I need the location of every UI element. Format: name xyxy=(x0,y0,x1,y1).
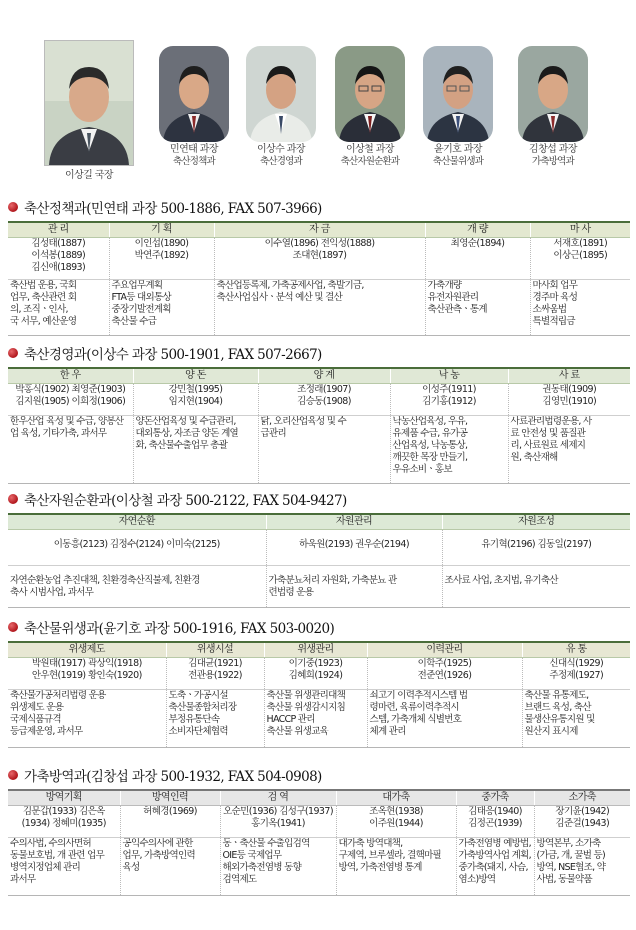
duties-cell xyxy=(425,280,530,336)
duty-line: 산업육성, 낙농통상, xyxy=(392,440,468,451)
column-header: 기 획 xyxy=(109,222,214,238)
duty-line: 업무, 축산관련 회 xyxy=(10,292,77,303)
staff-entry: 신대식(1929) xyxy=(549,658,604,669)
duty-line: 방역, NSE협조, 약 xyxy=(536,862,606,873)
staff-row xyxy=(8,806,630,838)
duty-line: 축산물 위생교육 xyxy=(266,726,329,737)
duty-line: 물생산유통지원 및 xyxy=(524,714,595,725)
column-header: 관 리 xyxy=(8,222,109,238)
column-header: 위생제도 xyxy=(8,642,166,658)
duties-cell xyxy=(8,838,120,896)
duties-cell xyxy=(456,838,534,896)
section-livestock-policy xyxy=(8,198,630,336)
person-photo-icon xyxy=(518,46,588,142)
chief-photo xyxy=(335,46,405,142)
column-header: 양 계 xyxy=(258,368,390,384)
duty-line: 부정유통단속 xyxy=(168,714,220,725)
section-title: 축산정책과(민연태 과장 500-1886, FAX 507-3966) xyxy=(24,201,322,217)
staff-cell xyxy=(166,658,264,690)
portrait-chief-4 xyxy=(422,46,494,168)
staff-entry: 김신애(1893) xyxy=(31,262,86,273)
column-header: 위생시설 xyxy=(166,642,264,658)
duty-line: 급관리 xyxy=(260,428,286,439)
duty-line: 공익수의사에 관한 xyxy=(122,838,193,849)
staff-entry: 조정래(1907) xyxy=(297,384,351,395)
staff-cell xyxy=(109,238,214,280)
person-photo-icon xyxy=(423,46,493,142)
duty-line: 유전자원관리 xyxy=(427,292,479,303)
column-header: 자연순환 xyxy=(8,514,266,530)
duty-line: 화, 축산물수출업무 총괄 xyxy=(135,440,228,451)
duties-cell xyxy=(8,690,166,748)
section-title: 축산경영과(이상수 과장 500-1901, FAX 507-2667) xyxy=(24,347,322,363)
section-resource-recycling xyxy=(8,490,630,608)
duty-line: 염소)방역 xyxy=(458,874,496,885)
staff-entry: 주정제(1927) xyxy=(549,670,604,681)
duty-line: OIE등 국제업무 xyxy=(222,850,282,861)
section-table xyxy=(8,367,630,484)
column-header: 검 역 xyxy=(220,790,336,806)
duty-line: 경주마 육성 xyxy=(532,292,578,303)
staff-entry: 김대균(1921) xyxy=(188,658,242,669)
person-photo-icon xyxy=(159,46,229,142)
column-header: 양 돈 xyxy=(133,368,258,384)
staff-entry: (1934) 정혜미(1935) xyxy=(21,818,106,829)
duty-line: 업 육성, 기타가축, 과서무 xyxy=(10,428,107,439)
staff-cell xyxy=(258,384,390,416)
duty-line: 리, 사료원료 세제지 xyxy=(510,440,586,451)
duty-line: 축산물 위생감시지침 xyxy=(266,702,346,713)
duty-line: 사료관리법령운용, 사 xyxy=(510,416,592,427)
duty-line: 유제품 수급, 유가공 xyxy=(392,428,468,439)
chief-photo xyxy=(518,46,588,142)
duty-line: 양돈산업육성 및 수급관리, xyxy=(135,416,236,427)
duty-line: 중가축(돼지, 사슴, xyxy=(458,862,528,873)
duties-cell xyxy=(390,416,508,484)
duty-line: 축산업등록제, 가축공제사업, 축발기금, xyxy=(216,280,364,291)
duty-line: 마사회 업무 xyxy=(532,280,578,291)
director-caption: 이상길 국장 xyxy=(65,170,113,181)
duty-line: 닭, 오리산업육성 및 수 xyxy=(260,416,347,427)
staff-entry: 전준연(1926) xyxy=(417,670,472,681)
staff-entry: 이주원(1944) xyxy=(369,818,423,829)
chief-division: 축산자원순환과 xyxy=(340,156,400,167)
duties-cell xyxy=(166,690,264,748)
duty-line: 동ㆍ축산물 수출입검역 xyxy=(222,838,310,849)
header-row xyxy=(8,368,630,384)
column-header: 낙 농 xyxy=(390,368,508,384)
staff-cell xyxy=(442,530,630,566)
portrait-row xyxy=(0,0,636,190)
duty-line: 소싸움법 xyxy=(532,304,567,315)
staff-cell xyxy=(120,806,220,838)
duty-line: 축산물 수급 xyxy=(111,316,157,327)
duties-row xyxy=(8,280,630,336)
staff-row xyxy=(8,530,630,566)
staff-entry: 최영순(1894) xyxy=(450,238,505,249)
staff-entry: 장기윤(1942) xyxy=(555,806,610,817)
duty-line: 스템, 가축개체 식별번호 xyxy=(369,714,462,725)
section-table xyxy=(8,513,630,608)
staff-cell xyxy=(336,806,456,838)
staff-entry: 권동태(1909) xyxy=(542,384,597,395)
duties-row xyxy=(8,566,630,608)
duty-line: 련법령 운용 xyxy=(268,587,314,598)
staff-row xyxy=(8,238,630,280)
duty-line: 방역본부, 소가축 xyxy=(536,838,601,849)
duties-cell xyxy=(258,416,390,484)
director-photo xyxy=(44,40,134,166)
duties-cell xyxy=(336,838,456,896)
staff-entry: 이동흥(2123) 김정수(2124) 이미숙(2125) xyxy=(53,539,220,550)
column-header: 중가축 xyxy=(456,790,534,806)
duties-cell xyxy=(133,416,258,484)
duty-line: 가축개량 xyxy=(427,280,462,291)
red-bullet-icon xyxy=(8,770,18,780)
duty-line: 축산법 운용, 국회 xyxy=(10,280,77,291)
portrait-chief-3 xyxy=(334,46,406,168)
person-photo-icon xyxy=(335,46,405,142)
staff-cell xyxy=(214,238,425,280)
duty-line: 도축ㆍ가공시설 xyxy=(168,690,228,701)
duty-line: 령마련, 육류이력추적시 xyxy=(369,702,459,713)
staff-entry: 서재호(1891) xyxy=(553,238,608,249)
column-header: 자원조성 xyxy=(442,514,630,530)
section-title: 가축방역과(김창섭 과장 500-1932, FAX 504-0908) xyxy=(24,769,322,785)
staff-row xyxy=(8,384,630,416)
duty-line: 브랜드 육성, 축산 xyxy=(524,702,591,713)
chief-photo xyxy=(423,46,493,142)
portrait-chief-1 xyxy=(158,46,230,168)
column-header: 방역인력 xyxy=(120,790,220,806)
staff-entry: 김태응(1940) xyxy=(468,806,522,817)
staff-entry: 김혜희(1924) xyxy=(288,670,343,681)
red-bullet-icon xyxy=(8,202,18,212)
duty-line: 깨끗한 목장 만들기, xyxy=(392,452,468,463)
staff-entry: 이기중(1923) xyxy=(288,658,343,669)
column-header: 한 우 xyxy=(8,368,133,384)
staff-cell xyxy=(133,384,258,416)
duties-row xyxy=(8,416,630,484)
chief-name: 이상수 과장 xyxy=(257,144,305,155)
column-header: 사 료 xyxy=(508,368,630,384)
duty-line: 대외통상, 자조금 양돈 계열 xyxy=(135,428,239,439)
column-header: 방역기획 xyxy=(8,790,120,806)
duty-line: 중장기발전계획 xyxy=(111,304,171,315)
staff-entry: 김정곤(1939) xyxy=(468,818,522,829)
staff-entry: 강민철(1995) xyxy=(168,384,223,395)
duty-line: 한우산업 육성 및 수급, 양봉산 xyxy=(10,416,124,427)
chief-name: 김창섭 과장 xyxy=(529,144,577,155)
column-header: 자원관리 xyxy=(266,514,442,530)
duty-line: 수의사법, 수의사면허 xyxy=(10,838,91,849)
duty-line: 자연순환농업 추진대책, 친환경축산직불제, 친환경 xyxy=(10,575,200,586)
duty-line: 병역지정업체 관리 xyxy=(10,862,81,873)
section-title: 축산자원순환과(이상철 과장 500-2122, FAX 504-9427) xyxy=(24,493,347,509)
person-photo-icon xyxy=(45,41,133,165)
duty-line: 과서무 xyxy=(10,874,36,885)
staff-entry: 조대현(1897) xyxy=(292,250,347,261)
duty-line: 가축분뇨처리 자원화, 가축분뇨 관 xyxy=(268,575,397,586)
staff-cell xyxy=(8,806,120,838)
staff-entry: 오순민(1936) 김성구(1937) xyxy=(223,806,333,817)
staff-entry: 박연주(1892) xyxy=(134,250,189,261)
duty-line: 육성 xyxy=(122,862,140,873)
staff-cell xyxy=(522,658,630,690)
red-bullet-icon xyxy=(8,494,18,504)
staff-entry: 김지원(1905) 이희정(1906) xyxy=(15,396,126,407)
duty-line: 축산사업십사ㆍ분석 예산 및 결산 xyxy=(216,292,343,303)
duty-line: 체계 관리 xyxy=(369,726,406,737)
staff-entry: 김문갑(1933) 김은옥 xyxy=(22,806,105,817)
duties-cell xyxy=(8,566,266,608)
duty-line: 료 안전성 및 품질관 xyxy=(510,428,586,439)
staff-cell xyxy=(8,384,133,416)
duty-line: 가축방역사업 계획, xyxy=(458,850,531,861)
staff-entry: 조옥현(1938) xyxy=(369,806,423,817)
section-animal-disease-control xyxy=(8,766,630,896)
staff-entry: 홍기옥(1941) xyxy=(251,818,305,829)
duty-line: 의, 조직ㆍ인사, xyxy=(10,304,68,315)
duty-line: 등급제운영, 과서무 xyxy=(10,726,83,737)
staff-entry: 허혜경(1969) xyxy=(143,806,197,817)
duty-line: 축산물 위생관리대책 xyxy=(266,690,346,701)
duties-cell xyxy=(214,280,425,336)
header-row xyxy=(8,642,630,658)
duty-line: 축산관측ㆍ통계 xyxy=(427,304,487,315)
duty-line: 우유소비ㆍ홍보 xyxy=(392,464,452,475)
staff-entry: 김준걸(1943) xyxy=(555,818,610,829)
duties-row xyxy=(8,690,630,748)
duties-row xyxy=(8,838,630,896)
duty-line: 방역, 가축전염병 통계 xyxy=(338,862,422,873)
staff-entry: 유기혁(2196) 김동일(2197) xyxy=(481,539,592,550)
chief-photo xyxy=(159,46,229,142)
duty-line: 축산물종합처리장 xyxy=(168,702,237,713)
duty-line: 사법, 동물약품 xyxy=(536,874,593,885)
duty-line: 축사 시범사업, 과서무 xyxy=(10,587,94,598)
duty-line: 국 서무, 예산운영 xyxy=(10,316,77,327)
portrait-chief-5 xyxy=(517,46,589,168)
staff-entry: 김승동(1908) xyxy=(297,396,351,407)
header-row xyxy=(8,790,630,806)
duties-cell xyxy=(8,280,109,336)
duties-cell xyxy=(266,566,442,608)
section-table xyxy=(8,641,630,748)
duty-line: 소비자단체협력 xyxy=(168,726,228,737)
staff-cell xyxy=(8,238,109,280)
staff-entry: 이석봉(1889) xyxy=(31,250,86,261)
duties-cell xyxy=(8,416,133,484)
staff-cell xyxy=(456,806,534,838)
duties-cell xyxy=(534,838,630,896)
header-row xyxy=(8,514,630,530)
staff-entry: 박홍식(1902) 최영준(1903) xyxy=(15,384,126,395)
column-header: 위생관리 xyxy=(264,642,367,658)
staff-cell xyxy=(425,238,530,280)
duty-line: 해외가축전염병 동향 xyxy=(222,862,302,873)
staff-entry: 김영민(1910) xyxy=(542,396,597,407)
staff-cell xyxy=(530,238,630,280)
duty-line: FTA등 대외통상 xyxy=(111,292,171,303)
duty-line: 위생제도 운용 xyxy=(10,702,64,713)
portrait-director xyxy=(44,40,134,182)
section-table xyxy=(8,221,630,336)
duty-line: 축산물 유통제도, xyxy=(524,690,589,701)
duties-cell xyxy=(508,416,630,484)
duties-cell xyxy=(367,690,522,748)
duty-line: 국제식품규격 xyxy=(10,714,61,725)
staff-entry: 김기홍(1912) xyxy=(422,396,476,407)
duty-line: 업무, 가축방역인력 xyxy=(122,850,195,861)
duty-line: 원산지 표시제 xyxy=(524,726,578,737)
staff-entry: 안우현(1919) 황인숙(1920) xyxy=(31,670,142,681)
staff-entry: 임지현(1904) xyxy=(168,396,223,407)
duties-cell xyxy=(120,838,220,896)
red-bullet-icon xyxy=(8,622,18,632)
column-header: 개 량 xyxy=(425,222,530,238)
staff-entry: 김성태(1887) xyxy=(31,238,86,249)
section-livestock-management xyxy=(8,344,630,484)
duty-line: 조사료 사업, 초지법, 유기축산 xyxy=(444,575,558,586)
staff-cell xyxy=(8,658,166,690)
column-header: 자 금 xyxy=(214,222,425,238)
header-row xyxy=(8,222,630,238)
chief-photo xyxy=(246,46,316,142)
duty-line: 특별적립금 xyxy=(532,316,575,327)
section-livestock-hygiene xyxy=(8,618,630,748)
duties-cell xyxy=(109,280,214,336)
person-photo-icon xyxy=(246,46,316,142)
staff-cell xyxy=(220,806,336,838)
chief-division: 축산경영과 xyxy=(260,156,302,167)
chief-division: 가축방역과 xyxy=(532,156,574,167)
staff-entry: 전관용(1922) xyxy=(188,670,242,681)
duty-line: 주요업무계획 xyxy=(111,280,163,291)
column-header: 이력관리 xyxy=(367,642,522,658)
chief-name: 이상철 과장 xyxy=(346,144,394,155)
duties-cell xyxy=(220,838,336,896)
staff-entry: 이성주(1911) xyxy=(422,384,476,395)
duties-cell xyxy=(530,280,630,336)
duty-line: 축산물가공처리법령 운용 xyxy=(10,690,106,701)
column-header: 유 통 xyxy=(522,642,630,658)
chief-name: 민연태 과장 xyxy=(170,144,218,155)
duty-line: 원, 축산재해 xyxy=(510,452,558,463)
staff-cell xyxy=(264,658,367,690)
staff-entry: 이수열(1896) 전익성(1888) xyxy=(264,238,375,249)
duty-line: (가금, 개, 꿀벌 등) xyxy=(536,850,605,861)
duties-cell xyxy=(264,690,367,748)
chief-name: 윤기호 과장 xyxy=(434,144,482,155)
duty-line: 쇠고기 이력추적시스템 법 xyxy=(369,690,468,701)
chief-division: 축산물위생과 xyxy=(432,156,484,167)
staff-entry: 이인섭(1890) xyxy=(134,238,189,249)
staff-cell xyxy=(266,530,442,566)
staff-cell xyxy=(534,806,630,838)
staff-cell xyxy=(390,384,508,416)
column-header: 소가축 xyxy=(534,790,630,806)
staff-entry: 하욱원(2193) 권우순(2194) xyxy=(299,539,409,550)
duty-line: 검역제도 xyxy=(222,874,257,885)
staff-entry: 이상근(1895) xyxy=(553,250,608,261)
duty-line: 동물보호법, 개 관련 업무 xyxy=(10,850,105,861)
column-header: 마 사 xyxy=(530,222,630,238)
staff-cell xyxy=(508,384,630,416)
duties-cell xyxy=(522,690,630,748)
portrait-chief-2 xyxy=(245,46,317,168)
section-table xyxy=(8,789,630,896)
chief-division: 축산정책과 xyxy=(173,156,215,167)
duty-line: 가축전염병 예방법, xyxy=(458,838,531,849)
red-bullet-icon xyxy=(8,348,18,358)
duty-line: 구제역, 브루셀라, 결핵마필 xyxy=(338,850,442,861)
duty-line: 대가축 방역대책, xyxy=(338,838,403,849)
staff-entry: 이학주(1925) xyxy=(417,658,472,669)
staff-cell xyxy=(367,658,522,690)
section-title: 축산물위생과(윤기호 과장 500-1916, FAX 503-0020) xyxy=(24,621,335,637)
staff-entry: 박원태(1917) 곽상익(1918) xyxy=(31,658,142,669)
staff-row xyxy=(8,658,630,690)
duty-line: HACCP 관리 xyxy=(266,714,315,725)
duties-cell xyxy=(442,566,630,608)
staff-cell xyxy=(8,530,266,566)
column-header: 대가축 xyxy=(336,790,456,806)
duty-line: 낙농산업육성, 우유, xyxy=(392,416,468,427)
